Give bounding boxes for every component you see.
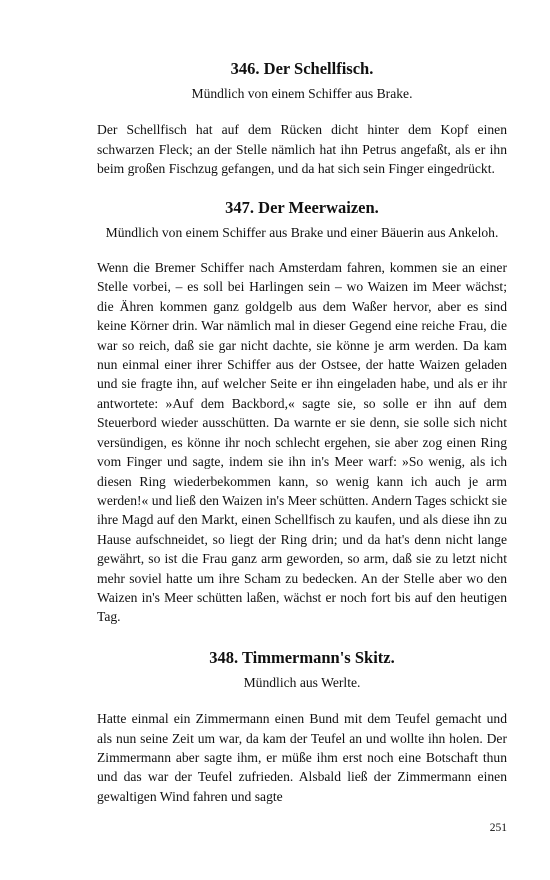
section-text: Wenn die Bremer Schiffer nach Amsterdam fahren, kommen sie an einer Stelle vorbei, – es soll bei Harlingen sein – wo Waizen im Meer wächst; die Ähren kommen ganz goldgelb aus dem Waßer hervor, aber es sind keine Körner drin. War nämlich mal in dieser Gegend eine reiche Frau, die war so reich, daß sie gar nicht dachte, sie könne je arm werden. Da kam nun einmal einer ihrer Schiffer aus der Ostsee, der hatte Waizen geladen und sie fragte ihn, auf welcher Seite er ihn eingeladen habe, und als er ihr antwortete: »Auf dem Backbord,« sagte sie, so solle er ihn auf dem Steuerbord wieder ausschütten. Da warnte er sie denn, sie solle sich nicht versündigen, es könne ihr noch schlecht ergehen, sie aber zog einen Ring vom Finger und sagte, indem sie ihn in's Meer warf: »So wenig, als ich diesen Ring wiederbekommen kann, so wenig kann ich auch je arm werden!« und ließ den Waizen in's Meer schütten. Andern Tages schickt sie ihre Magd auf den Markt, einen Schellfisch zu kaufen, und als diese ihn zu Hause aufschneidet, so liegt der Ring drin; und da hat's denn nicht lange gewährt, so ist die Frau ganz arm geworden, so arm, daß sie zu letzt nicht mehr soviel hatte um ihre Scham zu bedecken. An der Stelle aber wo den Waizen in's Meer schütten laßen, wächst er noch fort bis auf den heutigen Tag. — [97, 260, 507, 625]
section-346 — [97, 58, 507, 179]
section-text: Der Schellfisch hat auf dem Rücken dicht hinter dem Kopf einen schwarzen Fleck; an der Stelle nämlich hat ihn Petrus angefaßt, als er ihn beim großen Fischzug gefangen, und da hat sich sein Finger eingedrückt. — [97, 122, 507, 177]
section-348 — [97, 647, 507, 806]
section-source: Mündlich von einem Schiffer aus Brake und einer Bäuerin aus Ankeloh. — [105, 224, 499, 240]
page-number: 251 — [489, 822, 507, 834]
section-source: Mündlich aus Werlte. — [243, 674, 361, 690]
book-page — [97, 56, 507, 806]
section-title: 346. Der Schellfisch. — [230, 59, 374, 78]
section-347 — [97, 197, 507, 627]
section-source: Mündlich von einem Schiffer aus Brake. — [191, 86, 413, 101]
section-title: 348. Timmermann's Skitz. — [209, 647, 395, 667]
section-title: 347. Der Meerwaizen. — [225, 197, 379, 217]
section-text: Hatte einmal ein Zimmermann einen Bund mit dem Teufel gemacht und als nun seine Zeit um war, da kam der Teufel an und wollte ihn holen. Der Zimmermann aber sagte ihm, er müße ihm erst noch eine Botschaft thun und das war der Teufel zufrieden. Alsbald ließ der Zimmermann einen gewaltigen Wind fahren und sagte — [97, 711, 507, 804]
